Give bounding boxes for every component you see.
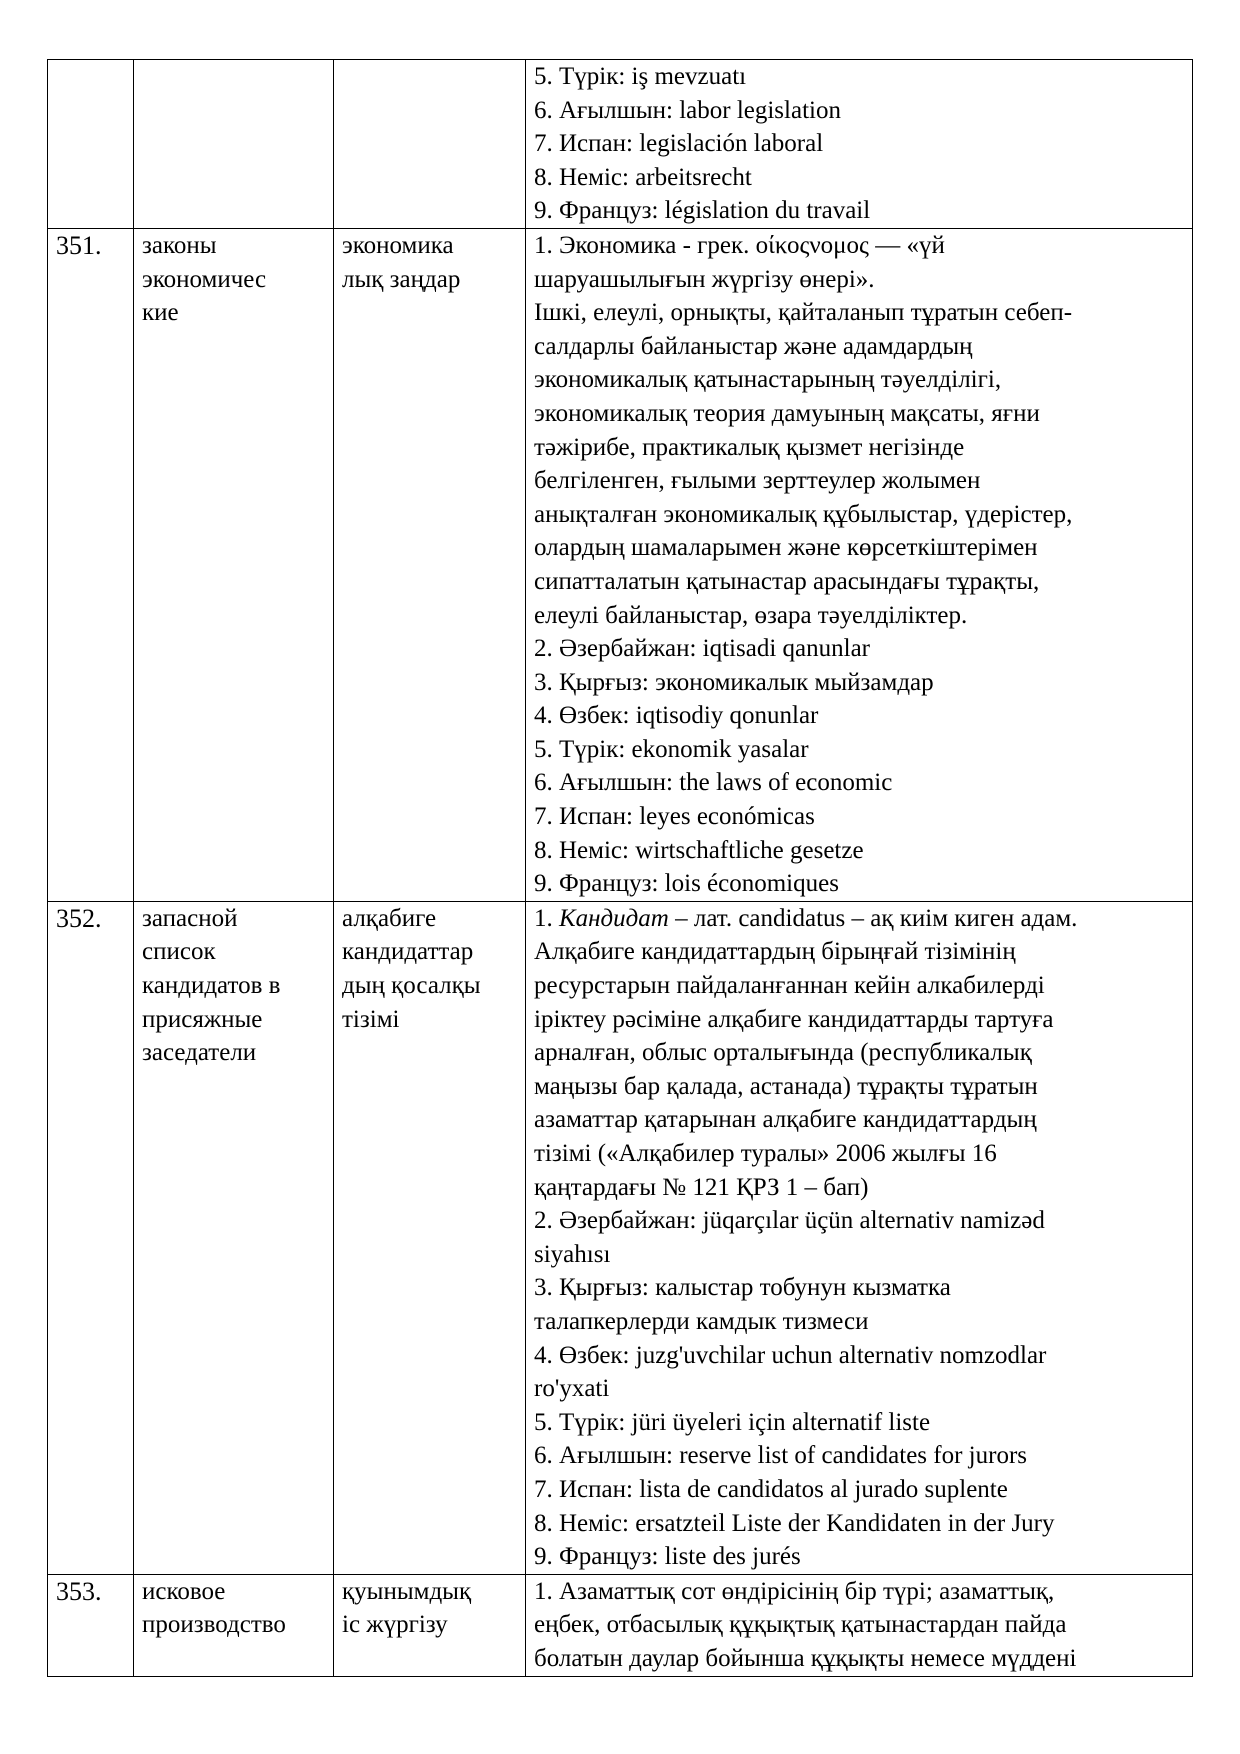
- definition-cell: [526, 60, 1193, 229]
- definition-line: анықталған экономикалық құбылыстар, үдерістер,: [534, 500, 1073, 528]
- russian-term-line: кие: [142, 299, 179, 327]
- term-number-cell: 352.: [48, 901, 134, 1574]
- russian-term-cell: [134, 901, 334, 1574]
- translation-line: 5. Түрік: ekonomik yasalar: [534, 735, 809, 763]
- russian-term-line: законы: [142, 231, 217, 259]
- russian-term-cell: [134, 1574, 334, 1676]
- definition-line: салдарлы байланыстар және адамдардың: [534, 332, 973, 360]
- definition-line: 1. Экономика - грек. οίκοςνομος — «үй: [534, 231, 945, 259]
- translation-line: 8. Неміс: wirtschaftliche gesetze: [534, 836, 864, 864]
- translation-line: 7. Испан: leyes económicas: [534, 803, 815, 831]
- kazakh-term-line: алқабиге: [342, 904, 437, 932]
- kazakh-term-cell: [334, 60, 526, 229]
- translation-line: 4. Өзбек: juzg'uvchilar uchun alternativ nomzodlar: [534, 1341, 1047, 1369]
- russian-term-line: присяжные: [142, 1005, 263, 1033]
- translation-line: 9. Француз: lois économiques: [534, 870, 839, 898]
- definition-cell: [526, 901, 1193, 1574]
- definition-line: маңызы бар қалада, астанада) тұрақты тұратын: [534, 1072, 1038, 1100]
- translation-line: 6. Ағылшын: the laws of economic: [534, 769, 893, 797]
- translation-line: талапкерлерди камдык тизмеси: [534, 1307, 869, 1335]
- translation-line: 2. Әзербайжан: iqtisadi qanunlar: [534, 635, 870, 663]
- kazakh-term-cell: [334, 228, 526, 901]
- kazakh-term-line: қуынымдық: [342, 1577, 472, 1605]
- definition-term-italic: Кандидат: [559, 904, 669, 932]
- definition-line: азаматтар қатарынан алқабиге кандидаттардың: [534, 1106, 1037, 1134]
- russian-term-line: запасной: [142, 904, 238, 932]
- table-body: [48, 60, 1193, 1677]
- translation-line: 3. Қырғыз: экономикалык мыйзамдар: [534, 668, 934, 696]
- term-number-cell: [48, 60, 134, 229]
- definition-line: тізімі («Алқабилер туралы» 2006 жылғы 16: [534, 1140, 997, 1167]
- definition-line: ресурстарын пайдаланғаннан кейін алкабилерді: [534, 972, 1045, 1000]
- definition-line: Ішкі, елеулі, орнықты, қайталанып тұратын себеп-: [534, 299, 1073, 327]
- russian-term-line: заседатели: [142, 1039, 257, 1067]
- translation-line: 6. Ағылшын: reserve list of candidates for jurors: [534, 1442, 1027, 1470]
- definition-line: белгіленген, ғылыми зерттеулер жолымен: [534, 467, 981, 495]
- russian-term-cell: [134, 228, 334, 901]
- definition-line: сипатталатын қатынастар арасындағы тұрақты,: [534, 567, 1040, 595]
- definition-line: арналған, облыс орталығында (республикалық: [534, 1039, 1032, 1067]
- translation-line: 8. Неміс: ersatzteil Liste der Kandidaten in der Jury: [534, 1509, 1055, 1537]
- russian-term-line: производство: [142, 1611, 286, 1639]
- translation-line: 6. Ағылшын: labor legislation: [534, 96, 841, 124]
- kazakh-term-line: лық заңдар: [342, 265, 461, 293]
- kazakh-term-line: дың қосалқы: [342, 972, 481, 1000]
- definition-line: елеулі байланыстар, өзара тәуелділіктер.: [534, 601, 968, 629]
- translation-line: ro'yxati: [534, 1375, 610, 1403]
- table-row: [48, 901, 1193, 1574]
- russian-term-cell: [134, 60, 334, 229]
- translation-line: 7. Испан: legislación laboral: [534, 130, 824, 158]
- translation-line: 9. Француз: législation du travail: [534, 197, 871, 225]
- russian-term-line: исковое: [142, 1577, 226, 1605]
- definition-line: еңбек, отбасылық құқықтық қатынастардан пайда: [534, 1611, 1067, 1639]
- table-row: [48, 228, 1193, 901]
- definition-line: экономикалық қатынастарының тәуелділігі,: [534, 366, 1002, 394]
- definition-line: Алқабиге кандидаттардың бірыңғай тізімінің: [534, 938, 1016, 966]
- translation-line: 5. Түрік: jüri üyeleri için alternatif liste: [534, 1408, 931, 1436]
- russian-term-line: кандидатов в: [142, 972, 281, 1000]
- translation-line: 4. Өзбек: iqtisodiy qonunlar: [534, 702, 819, 730]
- definition-line: қаңтардағы № 121 ҚРЗ 1 – бап): [534, 1173, 869, 1201]
- definition-line: іріктеу рәсіміне алқабиге кандидаттарды тартуға: [534, 1005, 1054, 1033]
- term-number-cell: 351.: [48, 228, 134, 901]
- translation-line: 2. Әзербайжан: jüqarçılar üçün alternativ namizəd: [534, 1207, 1045, 1235]
- translation-line: 9. Француз: liste des jurés: [534, 1543, 801, 1571]
- definition-line: экономикалық теория дамуының мақсаты, яғни: [534, 399, 1040, 427]
- definition-line: болатын даулар бойынша құқықты немесе мүддені: [534, 1644, 1077, 1672]
- definition-heading: 1. Кандидат – лат. candidatus – ақ киім киген адам.: [534, 904, 1078, 932]
- translation-line: 3. Қырғыз: калыстар тобунун кызматка: [534, 1274, 951, 1302]
- table-row: [48, 60, 1193, 229]
- kazakh-term-line: іс жүргізу: [342, 1611, 448, 1639]
- kazakh-term-line: тізімі: [342, 1005, 400, 1033]
- translation-line: siyahısı: [534, 1240, 611, 1268]
- definition-cell: [526, 1574, 1193, 1676]
- definition-line: шаруашылығын жүргізу өнері».: [534, 265, 875, 293]
- russian-term-line: экономичес: [142, 265, 267, 293]
- table-row: [48, 1574, 1193, 1676]
- kazakh-term-cell: [334, 1574, 526, 1676]
- terminology-table: [47, 59, 1193, 1677]
- definition-line: тәжірибе, практикалық қызмет негізінде: [534, 433, 965, 461]
- russian-term-line: список: [142, 938, 216, 966]
- definition-line: олардың шамаларымен және көрсеткіштерімен: [534, 534, 1038, 562]
- kazakh-term-cell: [334, 901, 526, 1574]
- term-number-cell: 353.: [48, 1574, 134, 1676]
- kazakh-term-line: кандидаттар: [342, 938, 474, 966]
- kazakh-term-line: экономика: [342, 231, 454, 259]
- translation-line: 7. Испан: lista de candidatos al jurado suplente: [534, 1475, 1008, 1503]
- translation-line: 5. Түрік: iş mevzuatı: [534, 63, 747, 90]
- definition-cell: [526, 228, 1193, 901]
- definition-line: 1. Азаматтық сот өндірісінің бір түрі; азаматтық,: [534, 1577, 1055, 1605]
- translation-line: 8. Неміс: arbeitsrecht: [534, 163, 752, 191]
